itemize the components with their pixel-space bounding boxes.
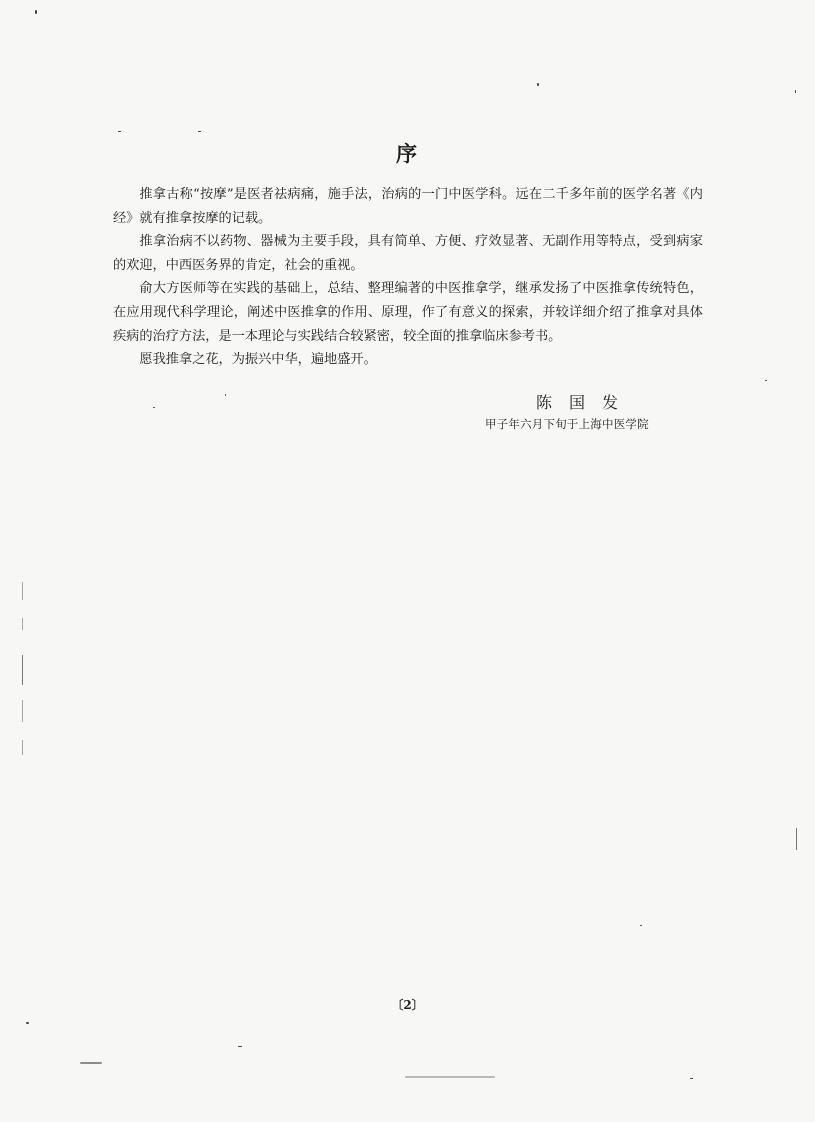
- scan-speck: [153, 407, 155, 408]
- signature-name: 陈国发: [536, 393, 636, 412]
- paragraph-2: 推拿治病不以药物、器械为主要手段，具有简单、方便、疗效显著、无副作用等特点，受到病家的欢迎，中西医务界的肯定，社会的重视。: [113, 234, 703, 273]
- paragraph-4: 愿我推拿之花，为振兴中华，遍地盛开。: [139, 352, 377, 368]
- scan-speck: [238, 1046, 242, 1047]
- scan-speck: [118, 131, 121, 132]
- paragraph-3: 俞大方医师等在实践的基础上，总结、整理编著的中医推拿学，继承发扬了中医推拿传统特色，在应用现代科学理论，阐述中医推拿的作用、原理，作了有意义的探索，并较详细介绍了推拿对具体疾病的治疗方法，是一本理论与实践结合较紧密，较全面的推拿临床参考书。: [113, 281, 703, 344]
- scan-speck: [640, 925, 642, 926]
- scan-speck: [795, 90, 796, 93]
- scan-edge-line: [22, 618, 23, 630]
- scan-edge-line: [796, 828, 797, 850]
- preface-body: [113, 183, 703, 372]
- scan-edge-line: [22, 582, 23, 600]
- paragraph-1: 推拿古称“按摩”是医者祛病痛，施手法，治病的一门中医学科。远在二千多年前的医学名著《内经》就有推拿按摩的记载。: [113, 187, 703, 226]
- signature-date-place: 甲子年六月下旬于上海中医学院: [485, 417, 649, 431]
- scan-speck: [537, 83, 539, 86]
- scan-speck: [690, 1078, 693, 1079]
- scan-edge-line: [22, 655, 23, 685]
- scan-speck: [26, 1022, 29, 1024]
- scan-edge-line: [22, 700, 23, 722]
- scan-speck: [765, 380, 767, 381]
- page-number: 〔2〕: [391, 998, 424, 1012]
- page-title: 序: [396, 141, 419, 166]
- scan-edge-line: [22, 740, 23, 755]
- scan-speck: [405, 1076, 495, 1078]
- scan-speck: [80, 1062, 102, 1064]
- scan-speck: [225, 394, 226, 396]
- scan-speck: [198, 131, 201, 132]
- scan-speck: [35, 10, 37, 14]
